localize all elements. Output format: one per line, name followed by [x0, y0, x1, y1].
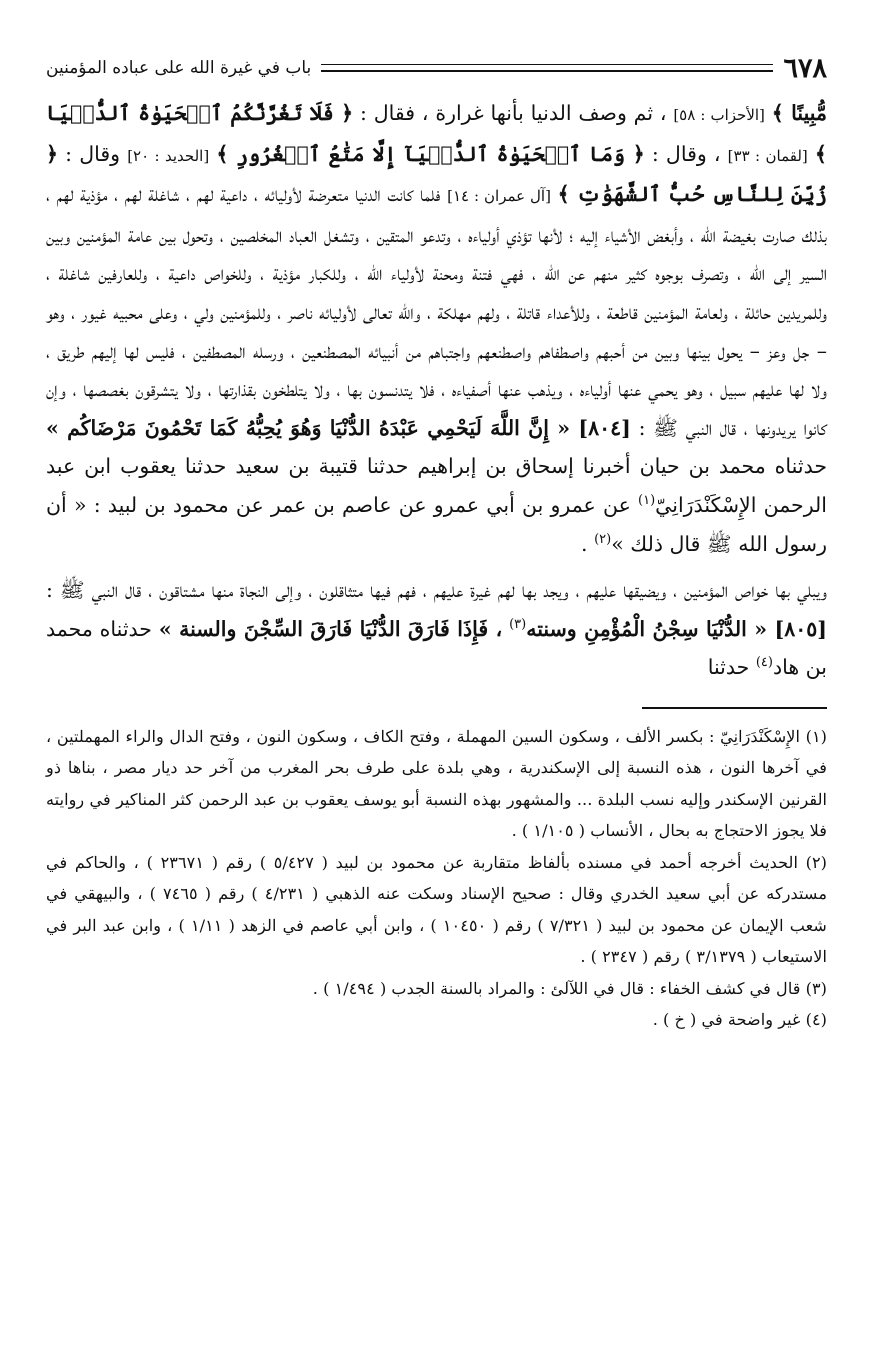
verse-citation: [الحديد : ٢٠]	[127, 146, 210, 165]
footnote-ref-2: (٢)	[594, 531, 612, 547]
verse-citation: [لقمان : ٣٣]	[727, 146, 808, 165]
footnotes	[46, 721, 827, 1036]
text-segment: فلما كانت الدنيا متعرضة لأوليائه ، داعية لهم ، شاغلة لهم ، مؤذية لهم ، بذلك صارت بغيضة الله ، وأبغض الأشياء إليه ؛ لأنها تؤذي أولياءه ، وتدعو المتقين ، وتشغل العباد المخلصين ، وتحول بين عامة المؤمنين وبين السير إلى الله ، وتصرف بوجوه كثير منهم عن الله ، فهي فتنة ومحنة لأولياء الله ، وللكبار مؤذية ، وللخواص داعية ، وللعارفين شاغلة ، وللمريدين حائلة ، ولعامة المؤمنين قاطعة ، وللأعداء قاتلة ، ولهم مهلكة ، والله تعالى لأوليائه ناصر ، وللمؤمنين ولي ، وعلى محبيه غيور ، وهو – جل وعز – يحول بينها وبين من أحبهم واصطفاهم واصطنعهم واجتباهم من أنبيائه المصطنعين ، ورسله المصطفين ، فليس لها إليهم طريق ، ولا لها عليهم سبيل ، وهو يحمي عنها أولياءه ، ويذهب عنها أصفياءه ، فلا يتدنسون بها ، ولا يتلطخون بقذارتها ، ولا يتشرقون بغصصها ، وإن كانوا يريدونها ، قال النبي ﷺ :	[46, 182, 827, 440]
footnote-3: (٣) قال في كشف الخفاء : قال في اللآلئ : والمراد بالسنة الجدب ( ١/٤٩٤ ) .	[312, 978, 827, 998]
hadith-804: [٨٠٤] « إِنَّ اللَّهَ لَيَحْمِي عَبْدَهُ الدُّنْيَا وَهُوَ يُحِبُّهُ كَمَا تَحْمُونَ مَرْضَاكُم »	[46, 415, 631, 440]
footnote-2: (٢) الحديث أخرجه أحمد في مسنده بألفاظ متقاربة عن محمود بن لبيد ( ٥/٤٢٧ ) رقم ( ٢٣٦٧١ ) ، والحاكم في مستدركه عن أبي سعيد الخدري وقال : صحيح الإسناد وسكت عنه الذهبي ( ٤/٢٣١ ) رقم ( ٧٤٦٥ ) ، والبيهقي في شعب الإيمان عن محمود بن لبيد ( ٧/٣٢١ ) رقم ( ١٠٤٥٠ ) ، وابن أبي عاصم في الزهد ( ١/١١ ) ، وابن عبد البر في الاستيعاب ( ٣/١٣٧٩ ) رقم ( ٢٣٤٧ ) .	[46, 852, 828, 967]
isnad-text: حدثناه محمد بن هاد	[46, 616, 827, 680]
running-title: باب في غيرة الله على عباده المؤمنين	[46, 58, 312, 78]
quran-verse: ﴿ وَمَا ٱلۡحَيَوٰةُ ٱلدُّنۡيَآ إِلَّا مَتَٰعُ ٱلۡغُرُورِ ﴾	[216, 141, 645, 166]
quran-verse: ﴿ فَلَا تَغُرَّنَّكُمُ ٱلۡحَيَوٰةُ ٱلدُّنۡيَا ﴾	[46, 101, 827, 166]
page-header	[46, 48, 827, 88]
footnote-ref-4: (٤)	[755, 655, 773, 671]
verse-citation: [آل عمران : ١٤]	[447, 187, 551, 206]
text-segment: ، وقال :	[651, 141, 721, 166]
quran-verse: ﴿ زُيِّنَ لِلنَّاسِ حُبُّ ٱلشَّهَوَٰتِ ﴾	[46, 141, 827, 207]
footnote-rule	[642, 707, 827, 709]
footnote-ref-1: (١)	[638, 493, 656, 509]
text-segment: وقال :	[65, 141, 121, 166]
footnote-4: (٤) غير واضحة في ( خ ) .	[652, 1010, 827, 1030]
verse-citation: [الأحزاب : ٥٨]	[673, 106, 765, 124]
text-segment: حدثنا	[707, 655, 750, 680]
text-segment: ، ثم وصف الدنيا بأنها غرارة ، فقال :	[360, 101, 667, 125]
quran-verse-end: مُّبِينًا ﴾	[771, 101, 827, 125]
isnad-text: عن عمرو بن أبي عمرو عن عاصم بن عمر عن محمود بن لبيد : « أن رسول الله ﷺ قال ذلك »	[46, 492, 827, 556]
paragraph-2	[46, 571, 827, 687]
hadith-805: [٨٠٥] « الدُّنْيَا سِجْنُ الْمُؤْمِنِ وسنته	[526, 616, 827, 641]
text-segment: .	[581, 531, 588, 556]
page-number: ٦٧٨	[783, 52, 827, 84]
text-segment: ويبلي بها خواص المؤمنين ، ويضيقها عليهم ، ويجد بها لهم غيرة عليهم ، فهم فيها متثاقلون ، وإلى النجاة منها مشتاقون ، قال النبي ﷺ :	[46, 578, 827, 603]
hadith-805-cont: ، فَإِذَا فَارَقَ الدُّنْيَا فَارَقَ السِّجْنَ والسنة »	[158, 616, 503, 641]
footnote-ref-3: (٣)	[509, 616, 527, 632]
paragraph-1	[46, 94, 827, 563]
isnad-text: حدثناه محمد بن حيان أخبرنا إسحاق بن إبراهيم حدثنا قتيبة بن سعيد حدثنا يعقوب ابن عبد الرحمن الإِسْكَنْدَرَانِيّ	[46, 454, 827, 517]
main-text	[46, 94, 827, 687]
footnote-1: (١) الإِسْكَنْدَرَانِيّ : بكسر الألف ، وسكون السين المهملة ، وفتح الكاف ، وسكون النون ، وفتح الدال والراء المهملتين ، في آخرها النون ، هذه النسبة إلى الإسكندرية ، وهي بلدة على طرف بحر المغرب من آخر حد ديار مصر ، بناها ذو القرنين الإسكندر وإليه نسب البلدة ... والمشهور بهذه النسبة أبو يوسف يعقوب بن عبد الرحمن كثر المناكير في روايته فلا يجوز الاحتجاج به بحال ، الأنساب ( ١/١٠٥ ) .	[46, 726, 827, 841]
header-rule	[321, 64, 773, 72]
